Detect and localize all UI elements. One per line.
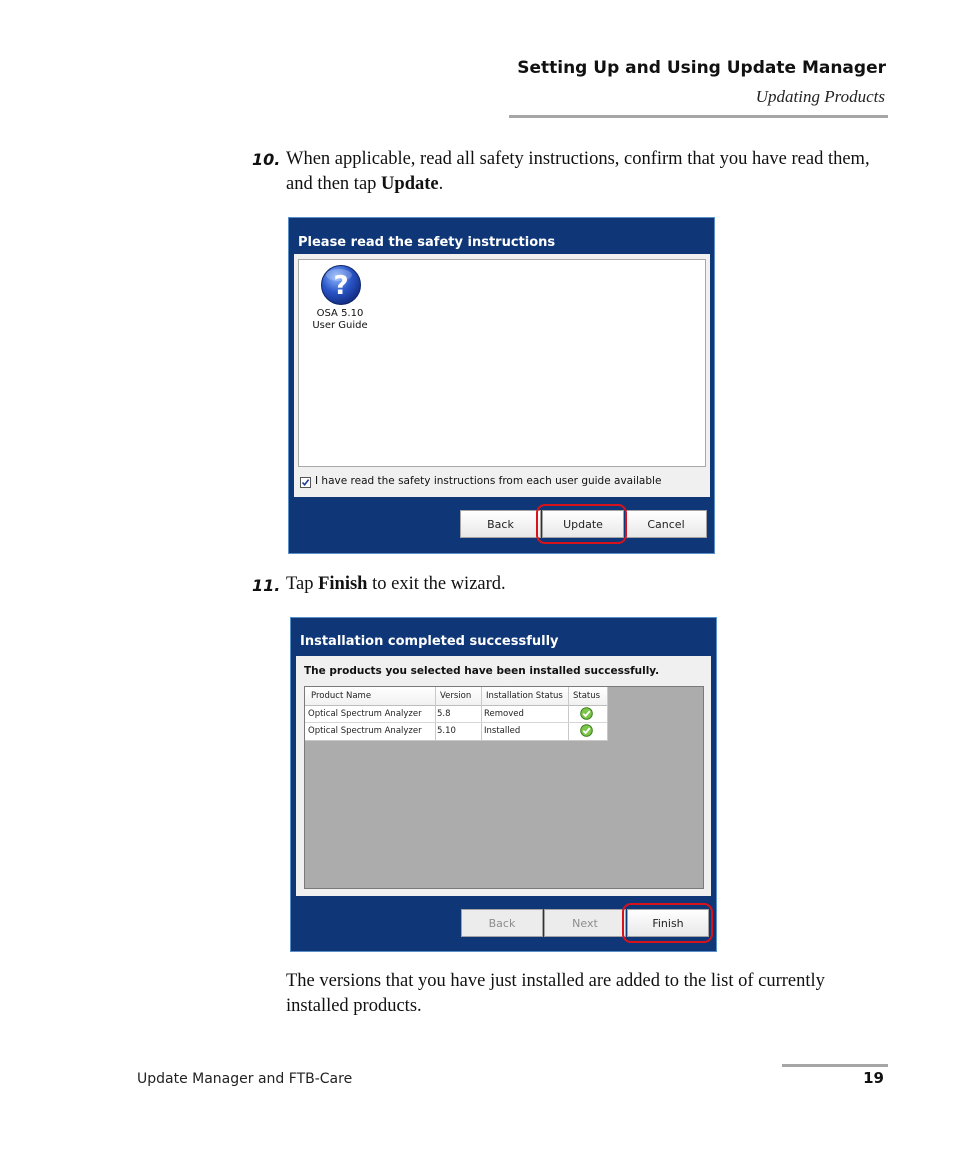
section-subtitle: Updating Products bbox=[755, 87, 885, 106]
install-dialog-title: Installation completed successfully bbox=[300, 634, 559, 649]
page-number: 19 bbox=[863, 1069, 884, 1087]
safety-dialog-title: Please read the safety instructions bbox=[298, 235, 556, 250]
update-highlight bbox=[536, 504, 627, 544]
installed-products-area bbox=[304, 686, 704, 889]
user-guide-item[interactable] bbox=[305, 262, 375, 342]
step-10-text bbox=[286, 147, 876, 197]
success-check-icon bbox=[580, 707, 593, 720]
step-10-text-post: . bbox=[438, 174, 444, 194]
step-11-text-bold: Finish bbox=[318, 574, 368, 594]
cancel-button[interactable]: Cancel bbox=[625, 510, 707, 538]
column-header-installation-status[interactable]: Installation Status bbox=[486, 691, 563, 701]
step-11-text-post: to exit the wizard. bbox=[367, 574, 506, 594]
step-11-number: 11. bbox=[252, 576, 281, 595]
help-document-icon bbox=[320, 264, 362, 306]
step-10-text-pre: When applicable, read all safety instructions, confirm that you have read them, and then tap bbox=[286, 149, 870, 194]
step-10-number: 10. bbox=[252, 150, 281, 169]
install-complete-dialog bbox=[290, 617, 717, 952]
column-header-product-name[interactable]: Product Name bbox=[311, 691, 372, 701]
row-1-installation-status: Removed bbox=[484, 709, 524, 719]
footer-manual-title: Update Manager and FTB-Care bbox=[137, 1071, 353, 1087]
column-header-status[interactable]: Status bbox=[573, 691, 601, 701]
step-11-text-pre: Tap bbox=[286, 574, 319, 594]
success-check-icon bbox=[580, 724, 593, 737]
row-2-version: 5.10 bbox=[437, 726, 456, 736]
finish-highlight bbox=[622, 903, 713, 943]
safety-confirm-checkbox[interactable] bbox=[300, 477, 311, 488]
installed-products-table bbox=[305, 687, 608, 741]
checkmark-icon bbox=[301, 478, 310, 487]
next-button-disabled[interactable]: Next bbox=[544, 909, 626, 937]
back-button[interactable]: Back bbox=[460, 510, 541, 538]
update-button[interactable]: Update bbox=[542, 510, 624, 538]
step-10-text-bold: Update bbox=[381, 174, 439, 194]
finish-button[interactable]: Finish bbox=[627, 909, 709, 937]
row-2-product-name: Optical Spectrum Analyzer bbox=[308, 726, 422, 736]
row-2-installation-status: Installed bbox=[484, 726, 521, 736]
safety-confirm-label: I have read the safety instructions from each user guide available bbox=[315, 475, 662, 487]
user-guide-label: OSA 5.10 User Guide bbox=[312, 308, 368, 331]
closing-paragraph: The versions that you have just installed are added to the list of currently installed products. bbox=[286, 971, 825, 1016]
header-rule bbox=[509, 115, 888, 118]
back-button-disabled[interactable]: Back bbox=[461, 909, 543, 937]
column-header-version[interactable]: Version bbox=[440, 691, 472, 701]
safety-dialog bbox=[288, 217, 715, 554]
step-11-text bbox=[286, 572, 506, 597]
footer-rule bbox=[782, 1064, 888, 1067]
user-guide-list bbox=[298, 259, 706, 467]
install-success-message: The products you selected have been installed successfully. bbox=[304, 665, 660, 677]
install-dialog-panel bbox=[296, 656, 711, 896]
row-1-product-name: Optical Spectrum Analyzer bbox=[308, 709, 422, 719]
section-title: Setting Up and Using Update Manager bbox=[517, 58, 886, 78]
svg-text:?: ? bbox=[333, 271, 349, 301]
safety-dialog-panel bbox=[294, 254, 710, 497]
row-1-version: 5.8 bbox=[437, 709, 451, 719]
